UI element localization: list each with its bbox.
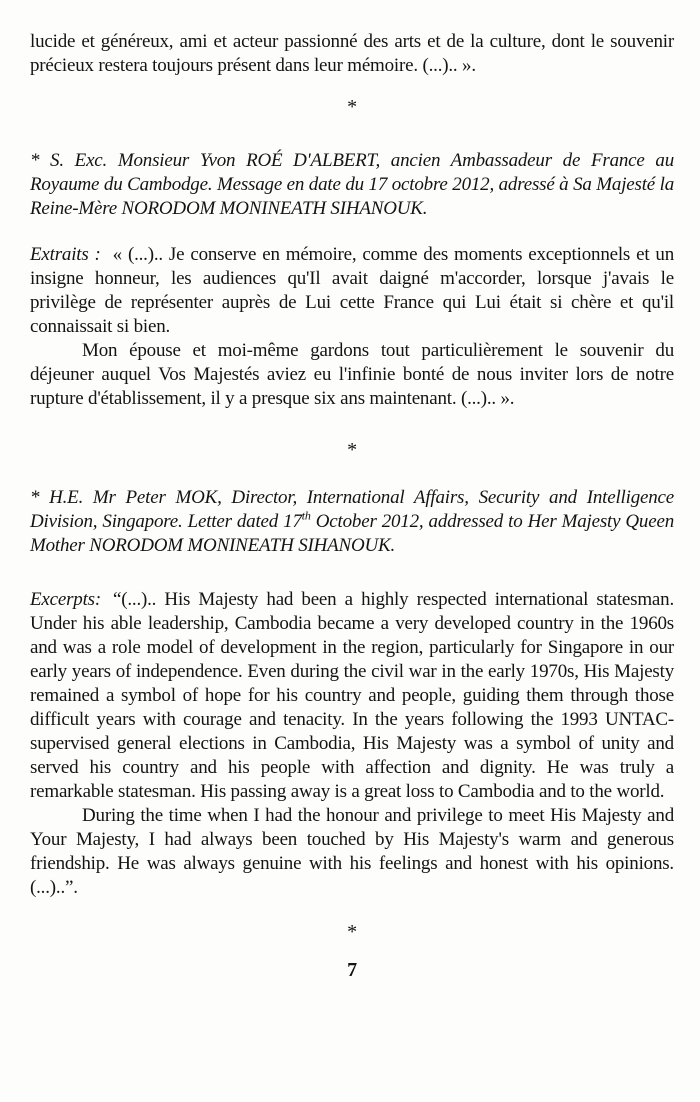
paragraph-extraits-second: Mon épouse et moi-même gardons tout particulièrement le souvenir du déjeuner auquel Vos Majestés aviez eu l'infinie bonté de nous inviter lors de notre rupture d'établissement, il y a presque six ans maintenant. (...).. ». [30, 340, 674, 409]
extraits-text: « (...).. Je conserve en mémoire, comme des moments exceptionnels et un insigne honneur, les audiences qu'Il avait daigné m'accorder, lorsque j'avais le privilège de représenter auprès de Lui cette France qui Lui était si chère et qu'il connaissait si bien. [30, 244, 674, 337]
extraits-label: Extraits : [30, 244, 101, 265]
section-separator [30, 438, 674, 462]
excerpts-label: Excerpts: [30, 589, 101, 610]
paragraph-continuation-french: lucide et généreux, ami et acteur passionné des arts et de la culture, dont le souvenir précieux restera toujours présent dans leur mémoire. (...).. ». [30, 31, 674, 76]
heading-french-message-roe-dalbert: * S. Exc. Monsieur Yvon ROÉ D'ALBERT, ancien Ambassadeur de France au Royaume du Cambodge. Message en date du 17 octobre 2012, adressé à Sa Majesté la Reine-Mère NORODOM MONINEATH SIHANOUK. [30, 150, 674, 219]
asterisk-separator: * [347, 439, 357, 461]
section-separator [30, 920, 674, 944]
asterisk-separator: * [347, 921, 357, 943]
excerpts-text: “(...).. His Majesty had been a highly respected international statesman. Under his able leadership, Cambodia became a very developed country in the 1960s and was a role model of development in the region, particularly for Singapore in our early years of independence. Even during the civil war in the early 1970s, His Majesty remained a symbol of hope for his country and people, guiding them through those difficult years with courage and tenacity. In the years following the 1993 UNTAC-supervised general elections in Cambodia, His Majesty was a symbol of unity and served his country and his people with affection and dignity. He was truly a remarkable statesman. His passing away is a great loss to Cambodia and to the world. [30, 589, 674, 802]
section-separator [30, 95, 674, 119]
page-number: 7 [347, 959, 357, 981]
heading-english-post: October 2012, addressed to Her Majesty Queen Mother NORODOM MONINEATH SIHANOUK. [30, 511, 674, 556]
heading-english-letter-peter-mok [30, 486, 674, 558]
heading-english-ordinal-suffix: th [301, 508, 311, 523]
paragraph-excerpts-second: During the time when I had the honour and privilege to meet His Majesty and Your Majesty, I had always been touched by His Majesty's warm and generous friendship. He was always genuine with his feelings and honest with his opinions. (...)..”. [30, 805, 674, 898]
heading-english-pre: * H.E. Mr Peter MOK, Director, International Affairs, Security and Intelligence Division, Singapore. Letter dated 17 [30, 487, 674, 532]
asterisk-separator: * [347, 96, 357, 118]
paragraph-excerpts [30, 588, 674, 804]
paragraph-extraits [30, 243, 674, 339]
